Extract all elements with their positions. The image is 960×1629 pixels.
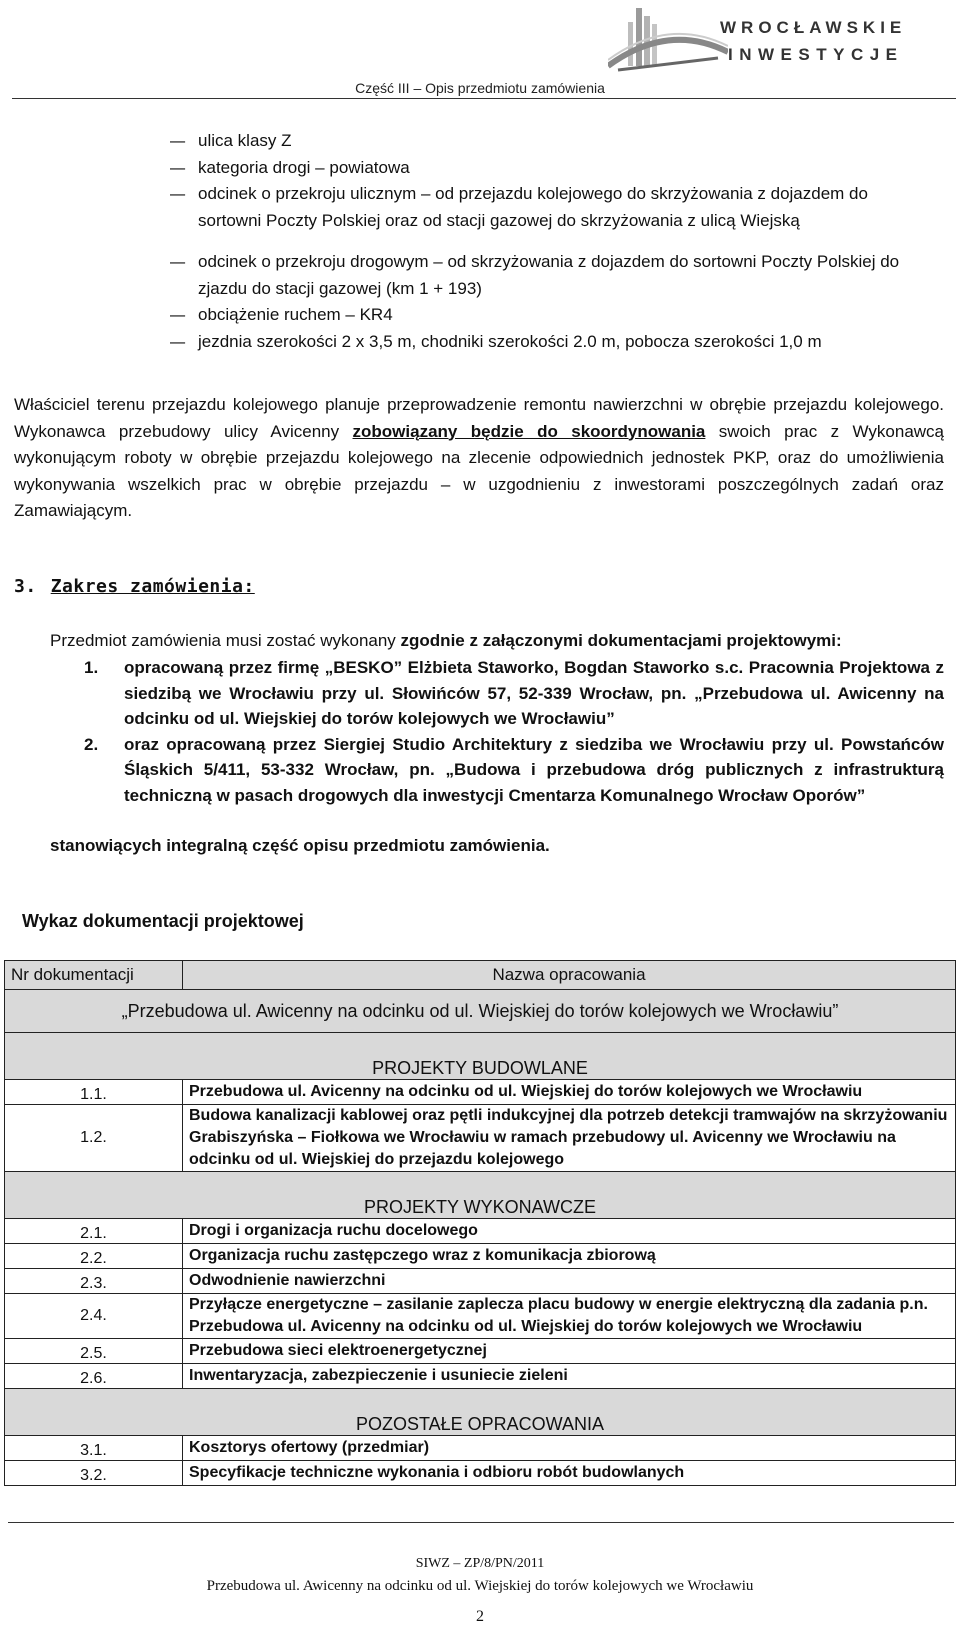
table-cell-nr: 2.1. — [5, 1219, 183, 1244]
logo-text-line2: INWESTYCJE — [728, 45, 904, 64]
table-cell-nr: 2.6. — [5, 1364, 183, 1389]
table-cell-nr: 1.2. — [5, 1105, 183, 1172]
table-cell-name: Drogi i organizacja ruchu docelowego — [183, 1219, 956, 1244]
header-divider — [12, 98, 956, 99]
coordination-paragraph — [14, 392, 944, 525]
paragraph-text: swoich prac z Wykonawcą wykonującym roboty w obrębie przejazdu kolejowego na zlecenie odpowiednich jednostek PKP, oraz do umożliwienia wykonywania wszelkich prac w obrębie przejazdu – w uzgodnieniu z inwestorami poszczególnych zadań oraz Zamawiającym. — [14, 421, 945, 520]
table-cell-nr: 1.1. — [5, 1080, 183, 1105]
table-cell-name: Przyłącze energetyczne – zasilanie zaplecza placu budowy w energie elektryczną dla zadania p.n. Przebudowa ul. Avicenny na odcinku od ul. Wiejskiej do torów kolejowych we Wrocławiu — [183, 1294, 956, 1339]
table-section-title: PROJEKTY WYKONAWCZE — [5, 1172, 956, 1219]
table-row — [5, 1219, 956, 1244]
table-section-row — [5, 1172, 956, 1219]
item-text: opracowaną przez firmę „BESKO” Elżbieta Staworko, Bogdan Staworko s.c. Pracownia Projektowa z siedzibą we Wrocławiu przy ul. Słowińców 57, 52-339 Wrocław, pn. „Przebudowa ul. Awicenny na odcinku od ul. Wiejskiej do torów kolejowych we Wrocławiu” — [124, 658, 944, 728]
table-cell-nr: 3.1. — [5, 1436, 183, 1461]
column-header-nr: Nr dokumentacji — [5, 961, 183, 990]
item-number: 2. — [84, 734, 99, 754]
table-cell-name: Budowa kanalizacji kablowej oraz pętli indukcyjnej dla potrzeb detekcji tramwajów na skrzyżowaniu Grabiszyńska – Fiołkowa we Wrocławiu w ramach przebudowy ul. Avicenny we Wrocławiu na odcinku od ul. Wiejskiej do przejazdu kolejowego — [183, 1105, 956, 1172]
list-item-text: odcinek o przekroju ulicznym – od przejazdu kolejowego do skrzyżowania z dojazdem do sortowni Poczty Polskiej oraz od stacji gazowej do skrzyżowania z ulicą Wiejską — [198, 184, 868, 230]
table-row — [5, 1244, 956, 1269]
item-text: oraz opracowaną przez Siergiej Studio Architektury z siedziba we Wrocławiu przy ul. Powstańców Śląskich 5/411, 53-332 Wrocław, pn. „Budowa i przebudowa dróg publicznych z infrastrukturą techniczną w pasach drogowych dla inwestycji Cmentarza Komunalnego Wrocław Oporów” — [124, 734, 944, 805]
table-header-row — [5, 961, 956, 990]
paragraph-text: Właściciel terenu przejazdu kolejowego planuje przeprowadzenie remontu nawierzchni w obrębie przejazdu kolejowego. Wykonawca przebudowy ulicy Avicenny — [14, 395, 944, 441]
footer-project-name: Przebudowa ul. Awicenny na odcinku od ul. Wiejskiej do torów kolejowych we Wrocławiu — [206, 1578, 754, 1594]
table-row — [5, 1436, 956, 1461]
list-item — [170, 329, 930, 356]
list-item — [170, 249, 930, 302]
intro-text: Przedmiot zamówienia musi zostać wykonany — [50, 631, 401, 650]
documentation-list — [84, 655, 944, 808]
section-heading — [14, 576, 255, 597]
table-row — [5, 1105, 956, 1172]
table-heading: Wykaz dokumentacji projektowej — [22, 911, 304, 931]
table-title: „Przebudowa ul. Awicenny na odcinku od ul. Wiejskiej do torów kolejowych we Wrocławiu” — [5, 990, 956, 1033]
table-section-row — [5, 1033, 956, 1080]
table-cell-nr: 2.5. — [5, 1339, 183, 1364]
intro-bold-text: zgodnie z załączonymi dokumentacjami projektowymi: — [400, 631, 842, 650]
table-cell-nr: 3.2. — [5, 1461, 183, 1486]
column-header-name: Nazwa opracowania — [183, 961, 956, 990]
footer-reference: SIWZ – ZP/8/PN/2011 — [415, 1556, 545, 1571]
table-section-title: PROJEKTY BUDOWLANE — [5, 1033, 956, 1080]
table-section-row — [5, 1389, 956, 1436]
table-title-row — [5, 990, 956, 1033]
paragraph-emphasis: zobowiązany będzie do skoordynowania — [352, 421, 706, 441]
bridge-logo-icon — [608, 2, 728, 82]
page-header-title: Część III – Opis przedmiotu zamówienia — [355, 80, 605, 96]
table-cell-nr: 2.3. — [5, 1269, 183, 1294]
list-item-text: odcinek o przekroju drogowym – od skrzyżowania z dojazdem do sortowni Poczty Polskiej do zjazdu do stacji gazowej (km 1 + 193) — [198, 252, 900, 298]
documentation-item — [84, 655, 944, 732]
table-section-title: POZOSTAŁE OPRACOWANIA — [5, 1389, 956, 1436]
table-row — [5, 1339, 956, 1364]
company-logo — [608, 2, 938, 82]
list-item-text: ulica klasy Z — [198, 131, 292, 150]
item-number: 1. — [84, 658, 99, 677]
table-cell-name: Odwodnienie nawierzchni — [183, 1269, 956, 1294]
list-item-text: obciążenie ruchem – KR4 — [198, 305, 393, 324]
list-item — [170, 181, 930, 234]
table-cell-name: Kosztorys ofertowy (przedmiar) — [183, 1436, 956, 1461]
page-number: 2 — [476, 1608, 484, 1625]
list-item — [170, 302, 930, 329]
section-closing: stanowiących integralną część opisu przedmiotu zamówienia. — [50, 836, 550, 855]
table-row — [5, 1080, 956, 1105]
table-row — [5, 1364, 956, 1389]
section-intro — [50, 628, 950, 654]
table-cell-nr: 2.4. — [5, 1294, 183, 1339]
table-cell-name: Przebudowa ul. Avicenny na odcinku od ul. Wiejskiej do torów kolejowych we Wrocławiu — [183, 1080, 956, 1105]
table-row — [5, 1269, 956, 1294]
list-item-text: jezdnia szerokości 2 x 3,5 m, chodniki szerokości 2.0 m, pobocza szerokości 1,0 m — [198, 331, 822, 351]
documentation-table — [4, 960, 956, 1486]
table-cell-name: Specyfikacje techniczne wykonania i odbioru robót budowlanych — [183, 1461, 956, 1486]
table-cell-name: Inwentaryzacja, zabezpieczenie i usuniecie zieleni — [183, 1364, 956, 1389]
section-number: 3. — [14, 576, 37, 597]
section-title: Zakres zamówienia: — [50, 576, 255, 597]
table-row — [5, 1461, 956, 1486]
list-item — [170, 155, 930, 182]
table-cell-name: Organizacja ruchu zastępczego wraz z komunikacja zbiorową — [183, 1244, 956, 1269]
table-cell-name: Przebudowa sieci elektroenergetycznej — [183, 1339, 956, 1364]
list-item — [170, 128, 930, 155]
list-item-text: kategoria drogi – powiatowa — [198, 157, 410, 177]
table-cell-nr: 2.2. — [5, 1244, 183, 1269]
table-row — [5, 1294, 956, 1339]
logo-text-line1: WROCŁAWSKIE — [720, 18, 907, 37]
road-parameters-list — [170, 128, 930, 355]
footer-divider — [8, 1522, 954, 1523]
documentation-item — [84, 732, 944, 809]
